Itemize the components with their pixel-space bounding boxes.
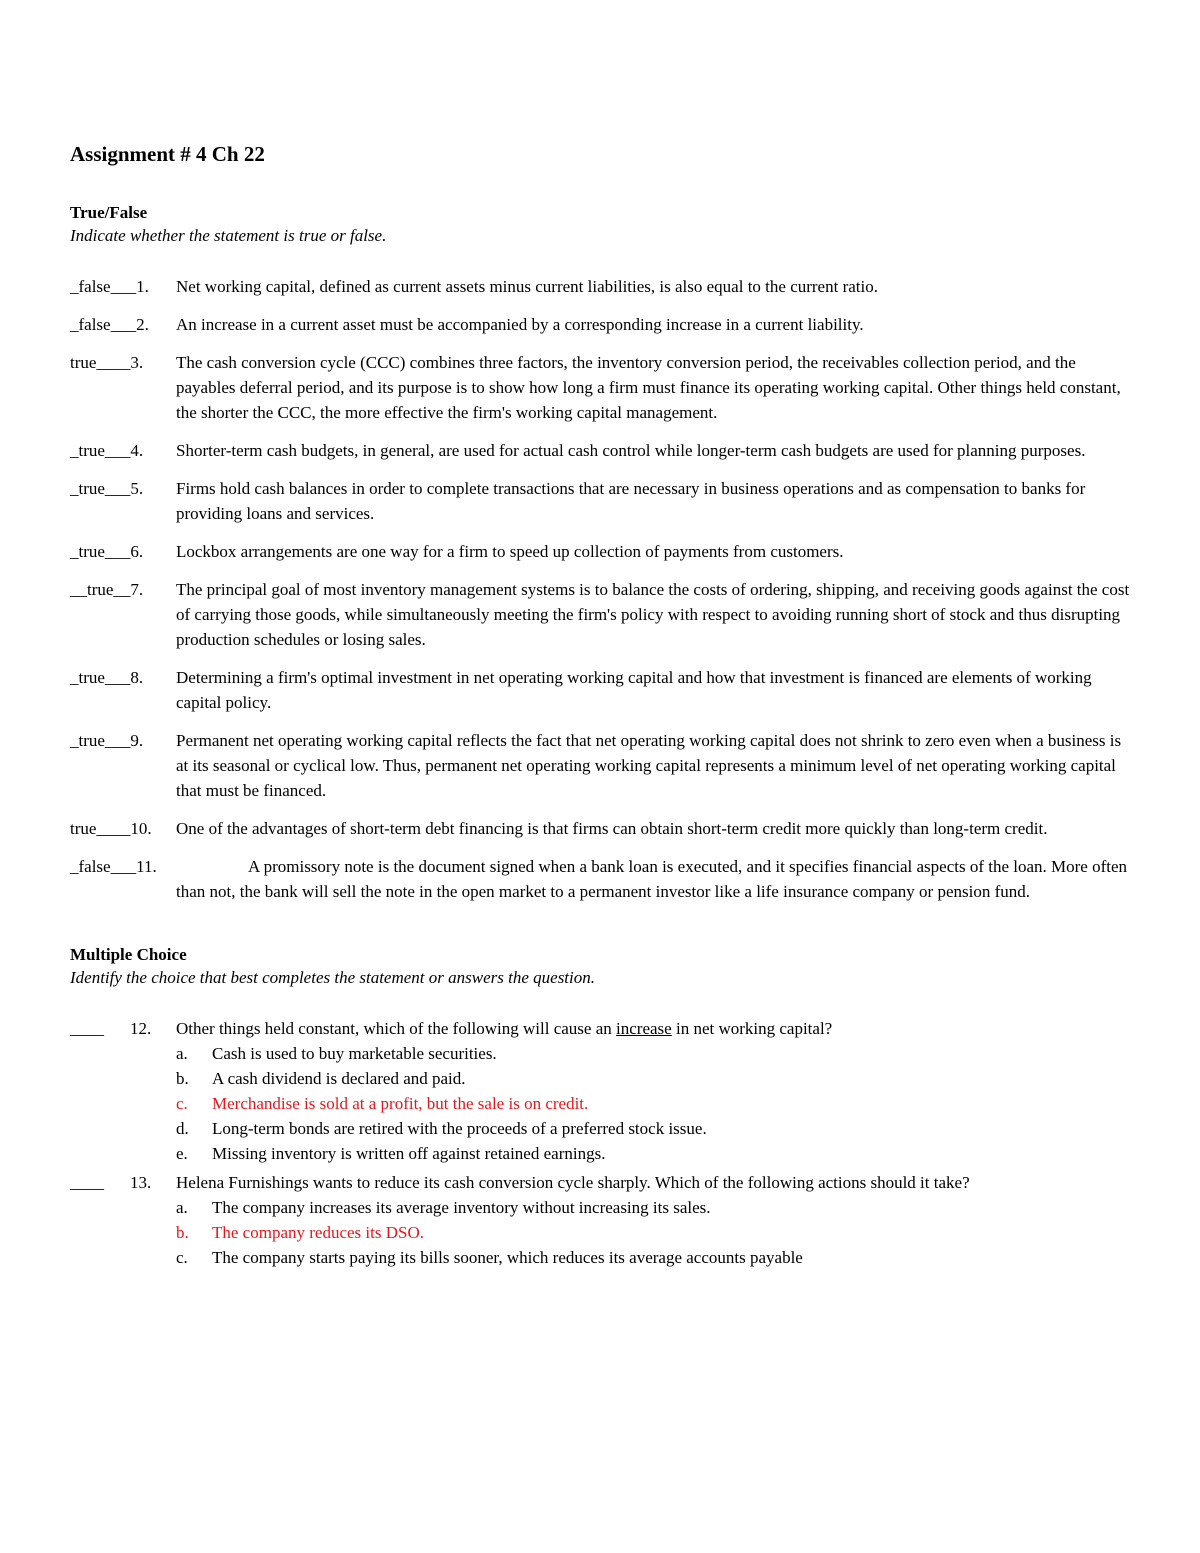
choice-a [176,1195,1130,1220]
choice-list [176,1195,1130,1270]
choice-text: Missing inventory is written off against retained earnings. [212,1144,606,1163]
multiple-choice-section [70,943,1130,1270]
mc-question-13 [70,1170,1130,1270]
question-number: 12. [130,1019,152,1038]
choice-c [176,1245,1130,1270]
tf-statement: An increase in a current asset must be accompanied by a corresponding increase in a current liability. [176,315,864,334]
choice-text: The company reduces its DSO. [212,1223,424,1242]
choice-text: Long-term bonds are retired with the proceeds of a preferred stock issue. [212,1119,707,1138]
tf-answer-label: _true___8. [70,668,144,687]
tf-answer-label: _true___5. [70,479,144,498]
tf-statement: Determining a firm's optimal investment in net operating working capital and how that investment is financed are elements of working capital policy. [176,668,1092,712]
mc-question-12 [70,1016,1130,1166]
choice-letter: b. [176,1069,189,1088]
tf-statement: A promissory note is the document signed when a bank loan is executed, and it specifies financial aspects of the loan. More often than not, the bank will sell the note in the open market to a permanent investor like a life insurance company or pension fund. [176,857,1128,901]
question-text-after: in net working capital? [671,1019,833,1038]
tf-item-6 [70,539,1130,564]
tf-statement: Firms hold cash balances in order to complete transactions that are necessary in business operations and as compensation to banks for providing loans and services. [176,479,1086,523]
choice-text: The company increases its average inventory without increasing its sales. [212,1198,711,1217]
tf-item-11 [70,854,1130,904]
answer-blank: ____ [70,1173,104,1192]
choice-text: Cash is used to buy marketable securities. [212,1044,497,1063]
choice-text: Merchandise is sold at a profit, but the sale is on credit. [212,1094,589,1113]
tf-answer-label: _true___4. [70,441,144,460]
page-title: Assignment # 4 Ch 22 [70,142,265,166]
multiple-choice-instructions: Identify the choice that best completes the statement or answers the question. [70,968,595,987]
answer-blank: ____ [70,1019,104,1038]
tf-item-4 [70,438,1130,463]
tf-answer-label: _true___6. [70,542,144,561]
true-false-instructions: Indicate whether the statement is true or false. [70,226,387,245]
tf-statement: The principal goal of most inventory management systems is to balance the costs of ordering, shipping, and receiving goods against the cost of carrying those goods, while simultaneously meeting the firm's policy with respect to avoiding running short of stock and thus disrupting production schedules or losing sales. [176,580,1130,649]
choice-letter: d. [176,1119,189,1138]
tf-answer-label: _false___2. [70,315,149,334]
choice-e [176,1141,1130,1166]
tf-statement: Permanent net operating working capital reflects the fact that net operating working capital does not shrink to zero even when a business is at its seasonal or cyclical low. Thus, permanent net operating working capital represents a minimum level of net operating working capital that must be financed. [176,731,1122,800]
document-page [70,140,1130,1274]
question-number: 13. [130,1173,152,1192]
choice-letter: c. [176,1248,188,1267]
tf-item-9 [70,728,1130,803]
tf-item-7 [70,577,1130,652]
true-false-section [70,201,1130,904]
true-false-heading: True/False [70,203,148,222]
tf-item-8 [70,665,1130,715]
tf-answer-label: _true___9. [70,731,144,750]
choice-letter: a. [176,1198,188,1217]
choice-letter: b. [176,1223,189,1242]
multiple-choice-heading: Multiple Choice [70,945,187,964]
tf-statement: Lockbox arrangements are one way for a firm to speed up collection of payments from customers. [176,542,844,561]
choice-letter: e. [176,1144,188,1163]
tf-answer-label: __true__7. [70,580,144,599]
mc-stem [70,1170,1130,1195]
tf-item-5 [70,476,1130,526]
tf-item-10 [70,816,1130,841]
question-text: Helena Furnishings wants to reduce its cash conversion cycle sharply. Which of the following actions should it take? [176,1173,970,1192]
choice-list [176,1041,1130,1166]
choice-letter: a. [176,1044,188,1063]
tf-statement-indented [176,854,1130,904]
choice-d [176,1116,1130,1141]
choice-letter: c. [176,1094,188,1113]
tf-statement: Shorter-term cash budgets, in general, are used for actual cash control while longer-term cash budgets are used for planning purposes. [176,441,1086,460]
choice-text: The company starts paying its bills sooner, which reduces its average accounts payable [212,1248,803,1267]
tf-answer-label: true____10. [70,819,152,838]
question-underlined-word: increase [616,1019,672,1038]
tf-item-2 [70,312,1130,337]
tf-answer-label: _false___11. [70,857,157,876]
tf-item-3 [70,350,1130,425]
choice-b-highlighted-answer [176,1220,1130,1245]
tf-statement: One of the advantages of short-term debt financing is that firms can obtain short-term credit more quickly than long-term credit. [176,819,1048,838]
choice-b [176,1066,1130,1091]
tf-statement: Net working capital, defined as current assets minus current liabilities, is also equal to the current ratio. [176,277,878,296]
tf-statement: The cash conversion cycle (CCC) combines three factors, the inventory conversion period, the receivables collection period, and the payables deferral period, and its purpose is to show how long a firm must finance its operating working capital. Other things held constant, the shorter the CCC, the more effective the firm's working capital management. [176,353,1121,422]
choice-a [176,1041,1130,1066]
question-text-before: Other things held constant, which of the following will cause an [176,1019,617,1038]
tf-item-1 [70,274,1130,299]
tf-answer-label: _false___1. [70,277,149,296]
choice-c-highlighted-answer [176,1091,1130,1116]
question-text [176,1016,1130,1041]
choice-text: A cash dividend is declared and paid. [212,1069,466,1088]
mc-stem [70,1016,1130,1041]
tf-answer-label: true____3. [70,353,144,372]
